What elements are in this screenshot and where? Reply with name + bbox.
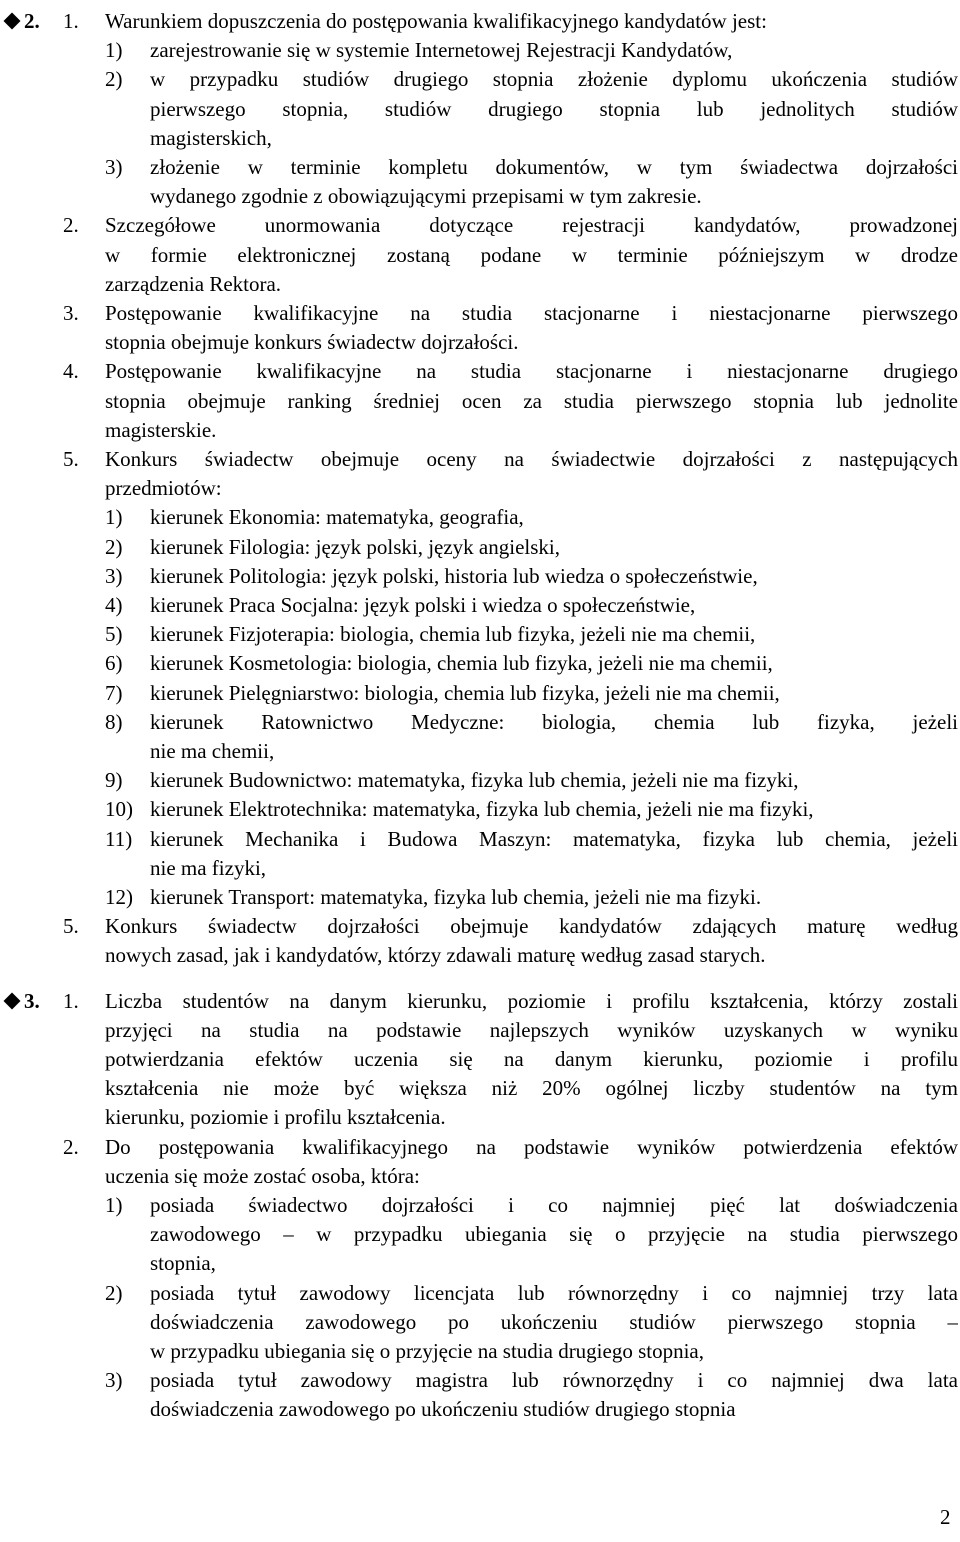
subitem-text-line: nie ma chemii, [150, 739, 275, 763]
subitem-number: 11) [105, 826, 133, 851]
subitem-text-line: kierunek Budownictwo: matematyka, fizyka lub chemia, jeżeli nie ma fizyki, [150, 768, 799, 793]
subitem-number: 7) [105, 680, 123, 705]
subitem-text-line: stopnia, [150, 1251, 216, 1276]
subitem-text-line: doświadczenia zawodowego po ukończeniu studiów pierwszego stopnia – [150, 1309, 958, 1334]
item-text-line: Szczegółowe unormowania dotyczące rejestracji kandydatów, prowadzonej [105, 213, 958, 238]
item-text-line: magisterskie. [105, 417, 217, 442]
subitem-text-line: posiada świadectwo dojrzałości i co najmniej pięć lat doświadczenia [150, 1193, 958, 1217]
item-text-line: Liczba studentów na danym kierunku, poziomie i profilu kształcenia, którzy zostali [105, 988, 958, 1013]
subitem-text-line: posiada tytuł zawodowy magistra lub równorzędny i co najmniej dwa lata [150, 1368, 958, 1393]
subitem-text-line: doświadczenia zawodowego po ukończeniu studiów drugiego stopnia [150, 1397, 736, 1422]
subitem-text-line: kierunek Ekonomia: matematyka, geografia, [150, 505, 524, 530]
subitem-number: 9) [105, 768, 123, 793]
item-text-line: zarządzenia Rektora. [105, 271, 282, 296]
item-text-line: nowych zasad, jak i kandydatów, którzy zdawali maturę według zasad starych. [105, 943, 766, 968]
item-text-line: Do postępowania kwalifikacyjnego na podstawie wyników potwierdzenia efektów [105, 1134, 958, 1159]
subitem-text-line: kierunek Elektrotechnika: matematyka, fizyka lub chemia, jeżeli nie ma fizyki, [150, 797, 814, 822]
item-number: 1. [63, 9, 79, 33]
subitem-number: 3) [105, 155, 123, 179]
subitem-text-line: zarejestrowanie się w systemie Internetowej Rejestracji Kandydatów, [150, 38, 733, 63]
item-text-line: stopnia obejmuje konkurs świadectw dojrzałości. [105, 330, 519, 355]
subitem-number: 4) [105, 593, 123, 617]
subitem-text-line: w przypadku studiów drugiego stopnia złożenie dyplomu ukończenia studiów [150, 67, 958, 92]
item-text-line: potwierdzania efektów uczenia się na danym kierunku, poziomie i profilu [105, 1047, 958, 1071]
item-text-line: kształcenia nie może być większa niż 20% ogólnej liczby studentów na tym [105, 1076, 958, 1101]
subitem-text-line: kierunek Praca Socjalna: język polski i wiedza o społeczeństwie, [150, 593, 696, 617]
item-number: 3. [63, 301, 79, 325]
item-text-line: Warunkiem dopuszczenia do postępowania kwalifikacyjnego kandydatów jest: [105, 9, 767, 33]
subitem-text-line: pierwszego stopnia, studiów drugiego stopnia lub jednolitych studiów [150, 96, 958, 121]
bullet-diamond-icon [4, 992, 21, 1009]
subitem-text-line: wydanego zgodnie z obowiązującymi przepisami w tym zakresie. [150, 184, 702, 209]
item-text-line: Konkurs świadectw dojrzałości obejmuje kandydatów zdających maturę według [105, 914, 958, 939]
subitem-text-line: posiada tytuł zawodowy licencjata lub równorzędny i co najmniej trzy lata [150, 1280, 958, 1305]
subitem-text-line: kierunek Fizjoterapia: biologia, chemia lub fizyka, jeżeli nie ma chemii, [150, 622, 756, 647]
subitem-number: 3) [105, 1368, 123, 1393]
item-number: 5. [63, 914, 79, 939]
subitem-number: 3) [105, 563, 123, 588]
subitem-text-line: złożenie w terminie kompletu dokumentów, w tym świadectwa dojrzałości [150, 155, 958, 179]
subitem-text-line: w przypadku ubiegania się o przyjęcie na studia drugiego stopnia, [150, 1339, 704, 1363]
subitem-number: 1) [105, 38, 123, 63]
subitem-number: 12) [105, 885, 133, 909]
item-text-line: przyjęci na studia na podstawie najlepszych wyników uzyskanych w wyniku [105, 1017, 958, 1042]
subitem-text-line: kierunek Politologia: język polski, historia lub wiedza o społeczeństwie, [150, 563, 758, 588]
item-number: 5. [63, 447, 79, 471]
subitem-number: 2) [105, 1280, 123, 1305]
subitem-text-line: kierunek Mechanika i Budowa Maszyn: matematyka, fizyka lub chemia, jeżeli [150, 826, 958, 851]
item-text-line: kierunku, poziomie i profilu kształcenia. [105, 1105, 446, 1130]
item-number: 2. [63, 1134, 79, 1159]
subitem-text-line: kierunek Ratownictwo Medyczne: biologia, chemia lub fizyka, jeżeli [150, 709, 958, 734]
subitem-text-line: magisterskich, [150, 125, 272, 150]
item-text-line: w formie elektronicznej zostaną podane w terminie późniejszym w drodze [105, 242, 958, 267]
item-text-line: uczenia się może zostać osoba, która: [105, 1163, 420, 1188]
item-number: 1. [63, 988, 79, 1013]
subitem-number: 1) [105, 1193, 123, 1217]
subitem-text-line: kierunek Filologia: język polski, język angielski, [150, 534, 561, 559]
subitem-number: 2) [105, 67, 123, 92]
subitem-number: 10) [105, 797, 133, 822]
item-number: 4. [63, 359, 79, 384]
section-number: 2. [24, 9, 40, 33]
item-number: 2. [63, 213, 79, 238]
subitem-text-line: kierunek Kosmetologia: biologia, chemia lub fizyka, jeżeli nie ma chemii, [150, 651, 773, 676]
subitem-number: 2) [105, 534, 123, 559]
subitem-number: 5) [105, 622, 123, 647]
item-text-line: stopnia obejmuje ranking średniej ocen za studia pierwszego stopnia lub jednolite [105, 388, 958, 413]
section-number: 3. [24, 988, 40, 1013]
item-text-line: Postępowanie kwalifikacyjne na studia stacjonarne i niestacjonarne pierwszego [105, 301, 958, 325]
subitem-number: 6) [105, 651, 123, 676]
subitem-text-line: zawodowego – w przypadku ubiegania się o przyjęcie na studia pierwszego [150, 1222, 958, 1247]
item-text-line: Konkurs świadectw obejmuje oceny na świadectwie dojrzałości z następujących [105, 447, 958, 471]
subitem-number: 8) [105, 709, 123, 734]
item-text-line: przedmiotów: [105, 476, 222, 501]
subitem-text-line: nie ma fizyki, [150, 855, 267, 880]
page-number: 2 [940, 1505, 951, 1529]
subitem-text-line: kierunek Pielęgniarstwo: biologia, chemia lub fizyka, jeżeli nie ma chemii, [150, 680, 780, 705]
subitem-number: 1) [105, 505, 123, 530]
bullet-diamond-icon [4, 13, 21, 30]
subitem-text-line: kierunek Transport: matematyka, fizyka lub chemia, jeżeli nie ma fizyki. [150, 885, 762, 909]
item-text-line: Postępowanie kwalifikacyjne na studia stacjonarne i niestacjonarne drugiego [105, 359, 958, 384]
